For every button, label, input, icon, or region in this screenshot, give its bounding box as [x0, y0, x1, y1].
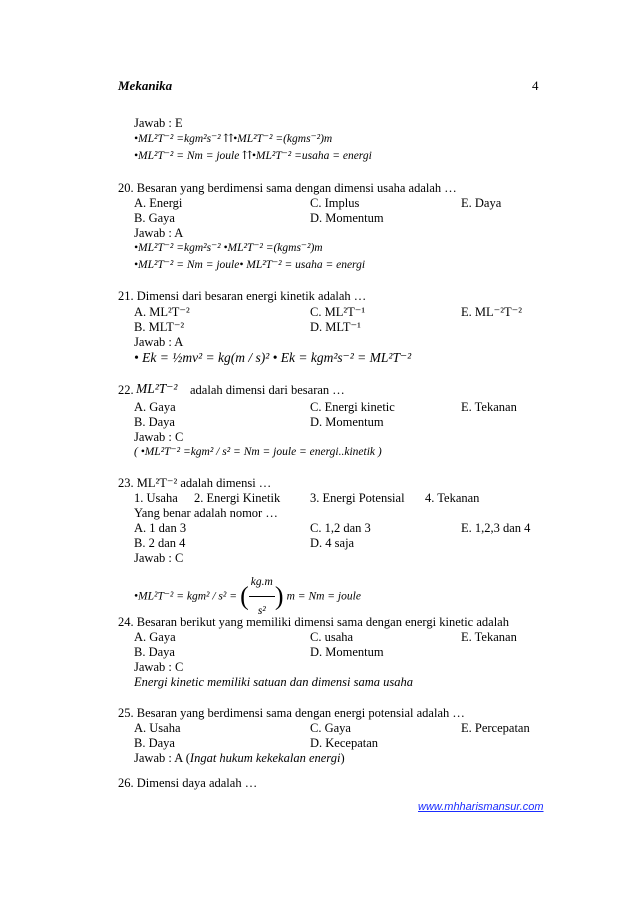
q23-option-e: E. 1,2,3 dan 4 — [461, 521, 531, 535]
q25-question: 25. Besaran yang berdimensi sama dengan energi potensial adalah … — [118, 706, 465, 720]
q23-jawab: Jawab : C — [134, 551, 184, 565]
header-title: Mekanika — [118, 78, 173, 93]
q23-option-b: B. 2 dan 4 — [134, 536, 186, 550]
prev-equation-1: •ML²T⁻² =kgm²s⁻² ⇈•ML²T⁻² =(kgms⁻²)m — [134, 133, 333, 145]
q20-option-a: A. Energi — [134, 196, 183, 210]
q20-jawab: Jawab : A — [134, 226, 184, 240]
q23-item-2: 2. Energi Kinetik — [194, 491, 281, 505]
q23-item-3: 3. Energi Potensial — [310, 491, 405, 505]
q26-question: 26. Dimensi daya adalah … — [118, 776, 258, 790]
q21-option-a: A. ML²T⁻² — [134, 305, 190, 319]
q22-number: 22. — [118, 383, 134, 397]
q25-jawab-prefix: Jawab : A ( — [134, 751, 190, 765]
q24-option-d: D. Momentum — [310, 645, 384, 659]
q23-item-4: 4. Tekanan — [425, 491, 480, 505]
page-number: 4 — [532, 78, 539, 93]
q24-note: Energi kinetic memiliki satuan dan dimensi sama usaha — [134, 675, 414, 689]
q20-question: 20. Besaran yang berdimensi sama dengan dimensi usaha adalah … — [118, 181, 457, 195]
q25-option-e: E. Percepatan — [461, 721, 530, 735]
q22-option-c: C. Energi kinetic — [310, 400, 395, 414]
q25-option-a: A. Usaha — [134, 721, 181, 735]
q20-option-d: D. Momentum — [310, 211, 384, 225]
prev-equation-2: •ML²T⁻² = Nm = joule ⇈•ML²T⁻² =usaha = energi — [134, 150, 372, 162]
q23-fraction-numerator: kg.m — [249, 568, 275, 597]
q23-fraction-denominator: s² — [257, 605, 266, 617]
q24-option-e: E. Tekanan — [461, 630, 517, 644]
q22-question: adalah dimensi dari besaran … — [190, 383, 345, 397]
q23-prompt: Yang benar adalah nomor … — [134, 506, 278, 520]
q24-jawab: Jawab : C — [134, 660, 184, 674]
q24-option-a: A. Gaya — [134, 630, 176, 644]
right-paren: ) — [274, 581, 284, 611]
q25-option-d: D. Kecepatan — [310, 736, 379, 750]
q21-option-e: E. ML⁻²T⁻² — [461, 305, 522, 319]
footer-link[interactable]: www.mhharismansur.com — [418, 801, 544, 813]
q20-option-b: B. Gaya — [134, 211, 175, 225]
q25-option-b: B. Daya — [134, 736, 175, 750]
q20-option-e: E. Daya — [461, 196, 502, 210]
q21-option-c: C. ML²T⁻¹ — [310, 305, 366, 319]
q21-question: 21. Dimensi dari besaran energi kinetik adalah … — [118, 289, 367, 303]
q25-jawab-suffix: ) — [340, 751, 345, 765]
q23-question: 23. ML²T⁻² adalah dimensi … — [118, 476, 272, 490]
q24-option-c: C. usaha — [310, 630, 354, 644]
q21-jawab: Jawab : A — [134, 335, 184, 349]
q22-formula: ML²T⁻² — [136, 381, 178, 396]
q25-jawab — [134, 751, 345, 766]
q23-item-1: 1. Usaha — [134, 491, 178, 505]
q24-question: 24. Besaran berikut yang memiliki dimensi sama dengan energi kinetic adalah — [118, 615, 509, 629]
q21-option-b: B. MLT⁻² — [134, 320, 185, 334]
q22-jawab: Jawab : C — [134, 430, 184, 444]
q25-jawab-note: Ingat hukum kekekalan energi — [189, 751, 341, 765]
prev-jawab: Jawab : E — [134, 116, 183, 130]
q23-option-a: A. 1 dan 3 — [134, 521, 187, 535]
left-paren: ( — [240, 581, 249, 611]
q21-equation: • Ek = ½mv² = kg(m / s)² • Ek = kgm²s⁻² = ML²T⁻² — [134, 350, 412, 365]
q23-option-d: D. 4 saja — [310, 536, 355, 550]
q22-equation: ( •ML²T⁻² =kgm² / s² = Nm = joule = energi..kinetik ) — [134, 446, 382, 458]
q23-equation-right: m = Nm = joule — [286, 590, 361, 603]
q20-option-c: C. Implus — [310, 196, 360, 210]
q22-option-b: B. Daya — [134, 415, 175, 429]
q22-option-d: D. Momentum — [310, 415, 384, 429]
q20-equation-1: •ML²T⁻² =kgm²s⁻² •ML²T⁻² =(kgms⁻²)m — [134, 242, 323, 254]
q22-option-e: E. Tekanan — [461, 400, 517, 414]
q21-option-d: D. MLT⁻¹ — [310, 320, 361, 334]
q22-option-a: A. Gaya — [134, 400, 176, 414]
q23-option-c: C. 1,2 dan 3 — [310, 521, 371, 535]
q24-option-b: B. Daya — [134, 645, 175, 659]
q23-equation-left: •ML²T⁻² = kgm² / s² = — [134, 590, 237, 603]
q25-option-c: C. Gaya — [310, 721, 351, 735]
q20-equation-2: •ML²T⁻² = Nm = joule• ML²T⁻² = usaha = energi — [134, 259, 366, 271]
